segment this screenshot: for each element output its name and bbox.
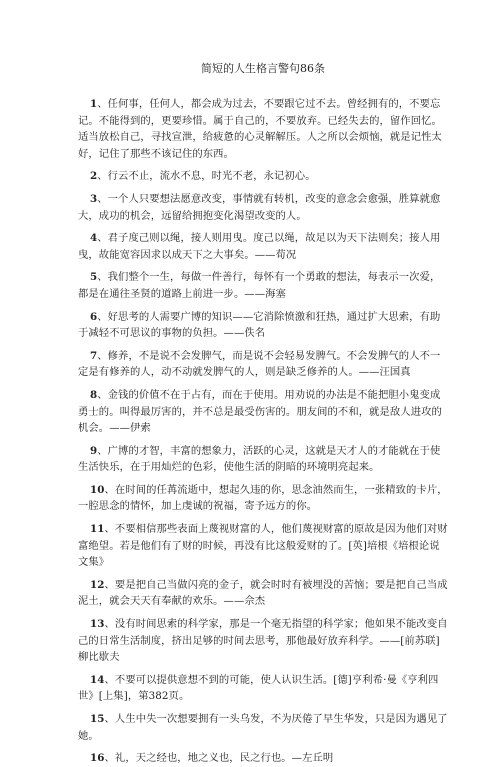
item-text: 、没有时间思索的科学家，那是一个毫无指望的科学家；他如果不能改变自己的日常生活制度，挤出足够的时间去思考，那他最好放弃科学。——[前苏联]柳比歇夫	[78, 618, 448, 664]
item-number: 1	[90, 98, 98, 110]
document-title: 简短的人生格言警句86条	[201, 62, 325, 75]
item-text: 、广博的才智，丰富的想象力，活跃的心灵，这就是天才人的才能就在于使生活快乐，在于用灿烂的色彩，使他生活的阴暗的环境明亮起来。	[78, 444, 441, 474]
item-number: 13	[90, 618, 105, 631]
list-item	[78, 672, 448, 705]
item-text: 、在时间的任苒流逝中，想起久违的你，思念油然而生，一张精致的卡片，一腔思念的情怀，加上虔诚的祝福，寄予远方的你。	[78, 483, 448, 513]
list-item	[78, 309, 448, 342]
item-text: 、礼，天之经也，地之义也，民之行也。—左丘明	[104, 752, 334, 765]
item-number: 3	[90, 192, 98, 205]
list-item	[78, 230, 448, 263]
item-text: 、我们整个一生，每做一件善行，每怀有一个勇敢的想法，每表示一次爱，都是在通往圣贤的道路上前进一步。——海塞	[78, 271, 441, 300]
list-item	[78, 616, 448, 666]
item-text: 、任何事，任何人，都会成为过去，不要跟它过不去。曾经拥有的，不要忘记。不能得到的，更要珍惜。属于自己的，不要放弃。已经失去的，留作回忆。适当放松自己，寻找宣泄，给疲惫的心灵解解压。人之所以会烦恼，就是记性太好，记住了那些不该记住的东西。	[78, 98, 442, 160]
item-number: 16	[90, 752, 105, 765]
item-number: 10	[90, 483, 105, 496]
item-number: 11	[90, 523, 105, 536]
item-number: 12	[90, 578, 105, 591]
item-number: 4	[90, 232, 98, 245]
item-number: 9	[90, 444, 98, 457]
item-number: 5	[90, 271, 98, 284]
item-number: 2	[90, 170, 98, 183]
list-item	[78, 269, 448, 302]
item-number: 7	[90, 349, 98, 362]
list-item	[78, 577, 448, 610]
list-item	[78, 482, 448, 515]
list-item	[78, 348, 448, 381]
list-item	[78, 96, 448, 162]
item-text: 、好思考的人需要广博的知识——它消除愤激和狂热，通过扩大思索，有助于减轻不可思议的事物的负担。——佚名	[78, 310, 441, 340]
item-number: 8	[90, 388, 98, 401]
item-text: 、金钱的价值不在于占有，而在于使用。用劝说的办法是不能把胆小鬼变成勇士的。叫得最厉害的，并不总是最受伤害的。朋友间的不和，就是敌人进攻的机会。——伊索	[78, 388, 442, 435]
item-text: 、行云不止，流水不息，时光不老，永记初心。	[97, 170, 316, 183]
item-text: 、君子度己则以绳，接人则用曳。度己以绳，故足以为天下法则矣；接人用曳，故能宽容因求以成天下之大事矣。——荀况	[78, 232, 441, 261]
list-item	[78, 711, 448, 744]
item-number: 14	[90, 673, 105, 686]
list-item	[78, 168, 448, 185]
item-text: 、不要可以提供意想不到的可能，使人认识生活。[德]亨利希·曼《亨利四世》[上集]，第382页。	[78, 673, 439, 703]
item-text: 、修养，不是说不会发脾气，而是说不会轻易发脾气。不会发脾气的人不一定是有修养的人，动不动就发脾气的人，则是缺乏修养的人。——汪国真	[78, 349, 441, 379]
list-item	[78, 750, 448, 767]
item-number: 15	[90, 713, 105, 725]
list-item	[78, 521, 448, 571]
list-item	[78, 191, 448, 224]
list-item	[78, 443, 448, 476]
item-number: 6	[90, 310, 98, 323]
item-text: 、不要相信那些表面上蔑视财富的人，他们蔑视财富的原故是因为他们对财富绝望。若是他们有了财的时候，再没有比这般爱财的了。[英]培根《培根论说文集》	[78, 523, 448, 569]
item-text: 、人生中失一次想要拥有一头乌发，不为厌倦了早生华发，只是因为遇见了她。	[78, 713, 448, 742]
list-item	[78, 387, 448, 437]
item-text: 、一个人只要想法愿意改变，事情就有转机，改变的意念会愈强，胜算就愈大，成功的机会，远留给拥抱变化渴望改变的人。	[78, 192, 441, 222]
item-text: 、要是把自己当做闪亮的金子，就会时时有被埋没的苦恼；要是把自己当成泥土，就会天天有奉献的欢乐。——佘杰	[78, 578, 448, 608]
